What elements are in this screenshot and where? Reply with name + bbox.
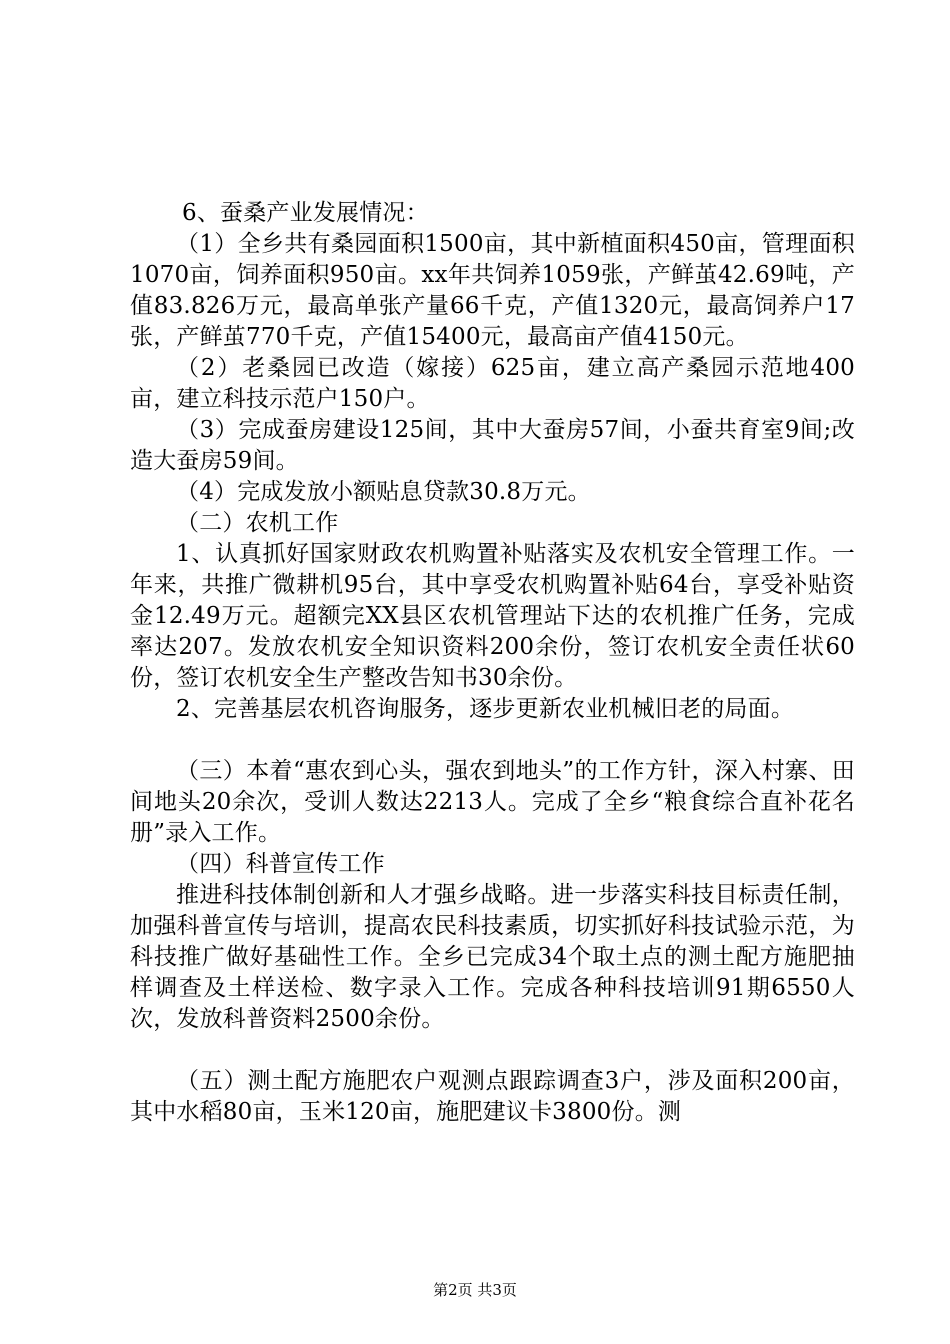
paragraph-mulberry-area: （1）全乡共有桑园面积1500亩，其中新植面积450亩，管理面积1070亩，饲养面积950亩。xx年共饲养1059张，产鲜茧42.69吨，产值83.826万元，最高单张产量66千克，产值1320元，最高饲养户17张，产鲜茧770千克，产值15400元，最高亩产值4150元。	[130, 231, 855, 350]
paragraph-soil-testing: （五）测土配方施肥农户观测点跟踪调查3户，涉及面积200亩，其中水稻80亩，玉米120亩，施肥建议卡3800份。测	[130, 1068, 855, 1125]
document-body	[130, 198, 855, 1128]
paragraph-loans: （4）完成发放小额贴息贷款30.8万元。	[176, 479, 591, 505]
section-heading-sericulture: 6、蚕桑产业发展情况：	[182, 200, 429, 226]
paragraph-gap	[130, 1035, 855, 1066]
section-heading-science-outreach: （四）科普宣传工作	[176, 851, 385, 877]
paragraph-gap	[130, 725, 855, 756]
paragraph-training: （三）本着“惠农到心头，强农到地头”的工作方针，深入村寨、田间地头20余次，受训人数达2213人。完成了全乡“粮食综合直补花名册”录入工作。	[130, 758, 855, 846]
paragraph-silkworm-housing: （3）完成蚕房建设125间，其中大蚕房57间，小蚕共育室9间;改造大蚕房59间。	[130, 417, 855, 474]
paragraph-machinery-subsidy: 1、认真抓好国家财政农机购置补贴落实及农机安全管理工作。一年来，共推广微耕机95台，其中享受农机购置补贴64台，享受补贴资金12.49万元。超额完XX县区农机管理站下达的农机推广任务，完成率达207。发放农机安全知识资料200余份，签订农机安全责任状60份，签订农机安全生产整改告知书30余份。	[130, 541, 855, 691]
paragraph-machinery-consulting: 2、完善基层农机咨询服务，逐步更新农业机械旧老的局面。	[176, 696, 795, 722]
page-footer: 第2页 共3页	[433, 1281, 517, 1299]
section-heading-farm-machinery: （二）农机工作	[176, 510, 339, 536]
paragraph-science-outreach: 推进科技体制创新和人才强乡战略。进一步落实科技目标责任制，加强科普宣传与培训，提高农民科技素质，切实抓好科技试验示范，为科技推广做好基础性工作。全乡已完成34个取土点的测土配方施肥抽样调查及土样送检、数字录入工作。完成各种科技培训91期6550人次，发放科普资料2500余份。	[130, 882, 855, 1032]
paragraph-old-garden-renovation: （2）老桑园已改造（嫁接）625亩，建立高产桑园示范地400亩，建立科技示范户150户。	[130, 355, 855, 412]
